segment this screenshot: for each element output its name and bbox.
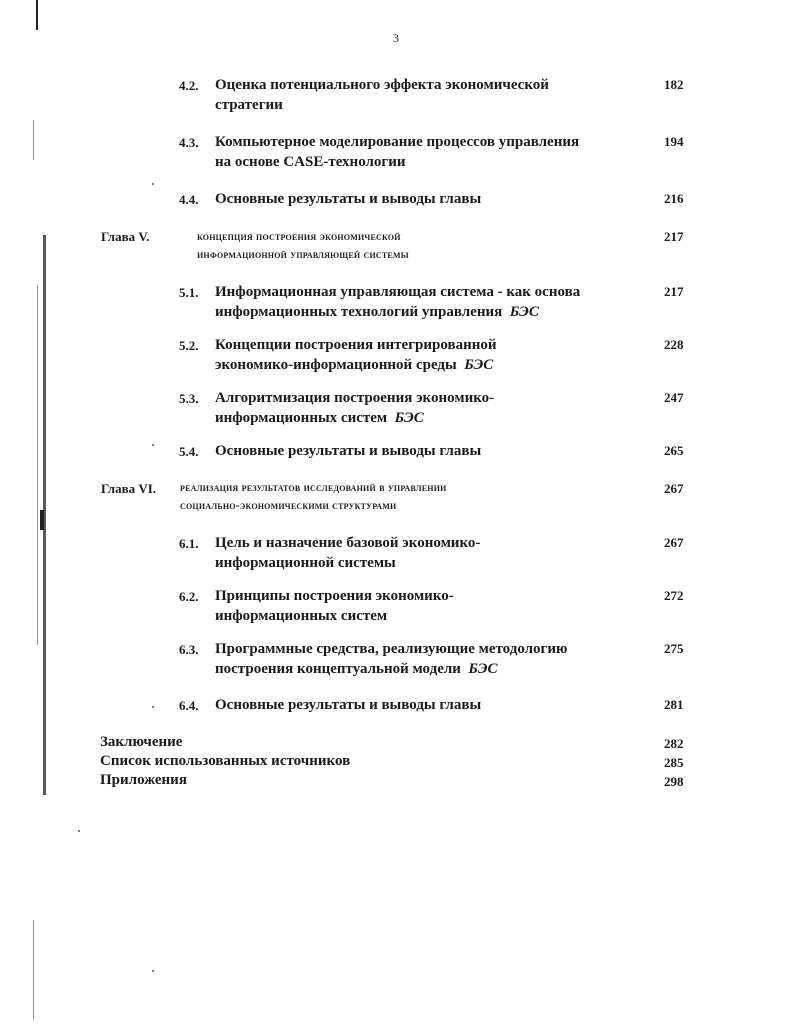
title-line: социально-экономическими структурами [180, 498, 397, 512]
section-title [215, 388, 494, 428]
title-line: информационной системы [215, 555, 396, 571]
scan-speck [152, 444, 154, 446]
page-ref: 267 [664, 535, 684, 550]
scan-edge-mark [33, 120, 34, 160]
scan-edge-mark [33, 920, 34, 1020]
page-ref: 182 [664, 77, 684, 92]
section-title: Основные результаты и выводы главы [215, 443, 482, 459]
page-ref: 285 [664, 755, 684, 770]
section-number: 4.4. [179, 192, 199, 207]
title-line: Концепции построения интегрированной [215, 337, 497, 353]
section-number: 6.3. [179, 642, 199, 657]
scan-speck [78, 830, 80, 832]
title-text: экономико-информационной среды [215, 357, 457, 373]
chapter-title [180, 478, 447, 514]
page-ref: 282 [664, 736, 684, 751]
title-line: информационной управляющей системы [197, 247, 409, 261]
scan-edge-mark [37, 285, 38, 645]
title-line: Компьютерное моделирование процессов управления [215, 134, 580, 150]
back-matter-title: Список использованных источников [100, 753, 351, 769]
page-ref: 228 [664, 337, 684, 352]
title-line: реализация результатов исследований в управлении [180, 480, 447, 494]
section-title [215, 639, 567, 679]
title-line: информационных систем [215, 608, 388, 624]
abbreviation: БЭС [468, 661, 498, 677]
title-line: концепция построения экономической [197, 229, 401, 243]
chapter-label: Глава VI. [101, 481, 157, 496]
title-line: Цель и назначение базовой экономико- [215, 535, 481, 551]
scan-speck [152, 706, 154, 708]
title-line [215, 408, 494, 428]
back-matter-title: Приложения [100, 772, 187, 788]
title-text: построения концептуальной модели [215, 661, 461, 677]
abbreviation: БЭС [394, 410, 424, 426]
title-line: стратегии [215, 97, 283, 113]
section-number: 6.2. [179, 589, 199, 604]
chapter-title [197, 227, 409, 263]
section-number: 5.1. [179, 285, 199, 300]
page-ref: 217 [664, 284, 684, 299]
title-line: на основе CASE-технологии [215, 154, 406, 170]
page-ref: 267 [664, 481, 684, 496]
scan-edge-mark [40, 510, 44, 530]
page-ref: 272 [664, 588, 684, 603]
section-number: 5.2. [179, 338, 199, 353]
title-line [215, 302, 580, 322]
section-title [215, 533, 480, 573]
page-ref: 298 [664, 774, 684, 789]
back-matter-title: Заключение [100, 734, 183, 750]
chapter-label: Глава V. [101, 229, 150, 244]
section-number: 4.3. [179, 135, 199, 150]
title-text: информационных систем [215, 410, 388, 426]
section-title [215, 586, 454, 626]
page-ref: 275 [664, 641, 684, 656]
title-text: информационных технологий управления [215, 304, 503, 320]
abbreviation: БЭС [509, 304, 539, 320]
scan-edge-mark [36, 0, 38, 30]
scan-speck [152, 183, 154, 185]
section-title [215, 75, 549, 115]
section-title [215, 282, 580, 322]
page-ref: 216 [664, 191, 684, 206]
page-ref: 281 [664, 697, 684, 712]
section-title: Основные результаты и выводы главы [215, 191, 482, 207]
title-line [215, 355, 497, 375]
scan-speck [152, 970, 154, 972]
title-line: Принципы построения экономико- [215, 588, 454, 604]
title-line [215, 659, 567, 679]
section-title [215, 132, 579, 172]
section-title [215, 335, 497, 375]
page-ref: 247 [664, 390, 684, 405]
page-ref: 194 [664, 134, 684, 149]
title-line: Алгоритмизация построения экономико- [215, 390, 495, 406]
title-line: Информационная управляющая система - как основа [215, 284, 581, 300]
section-number: 6.1. [179, 536, 199, 551]
title-line: Программные средства, реализующие методологию [215, 641, 568, 657]
page-number: 3 [393, 31, 399, 45]
page-ref: 265 [664, 443, 684, 458]
section-title: Основные результаты и выводы главы [215, 697, 482, 713]
title-line: Оценка потенциального эффекта экономической [215, 77, 549, 93]
section-number: 4.2. [179, 78, 199, 93]
section-number: 6.4. [179, 698, 199, 713]
section-number: 5.3. [179, 391, 199, 406]
abbreviation: БЭС [464, 357, 494, 373]
page-ref: 217 [664, 229, 684, 244]
section-number: 5.4. [179, 444, 199, 459]
